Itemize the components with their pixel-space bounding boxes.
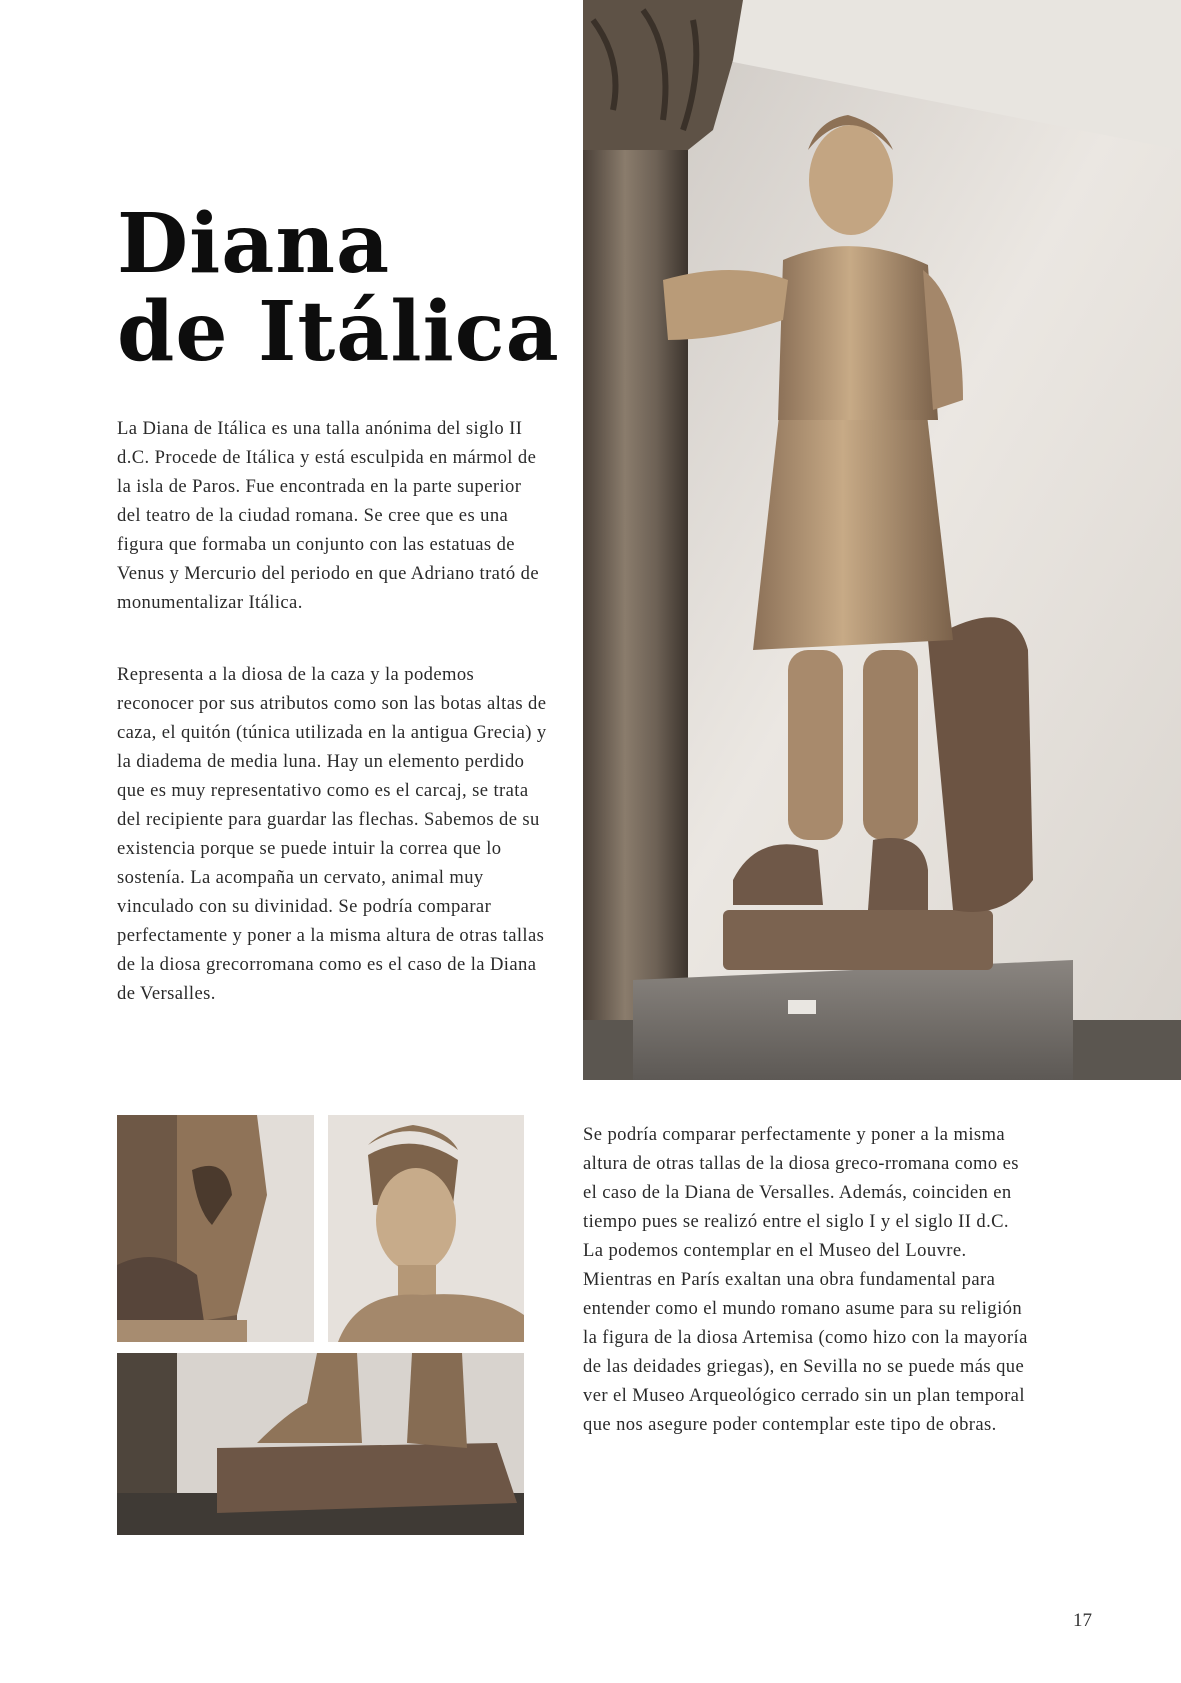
page-number: 17	[1073, 1610, 1092, 1631]
title-line-1: Diana	[117, 196, 391, 292]
intro-paragraph: La Diana de Itálica es una talla anónima del siglo II d.C. Procede de Itálica y está esculpida en mármol de la isla de Paros. Fue encontrada en la parte superior del teatro de la ciudad romana. Se cree que es una figura que formaba un conjunto con las estatuas de Venus y Mercurio del periodo en que Adriano trató de monumentalizar Itálica.	[117, 418, 539, 613]
deer-detail-photo	[117, 1115, 314, 1342]
head-detail-photo	[328, 1115, 524, 1342]
feet-detail-photo	[117, 1353, 524, 1535]
title-line-2: de Itálica	[117, 284, 560, 380]
comparison-paragraph: Se podría comparar perfectamente y poner a la misma altura de otras tallas de la diosa greco-rromana como es el caso de la Diana de Versalles. Además, coinciden en tiempo pues se realizó entre el siglo I y el siglo II d.C. La podemos contemplar en el Museo del Louvre. Mientras en París exaltan una obra fundamental para entender como el mundo romano asume para su religión la figura de la diosa Artemisa (como hizo con la mayoría de las deidades griegas), en Sevilla no se puede más que ver el Museo Arqueológico cerrado sin un plan temporal que nos asegure poder contemplar este tipo de obras.	[583, 1124, 1028, 1435]
attributes-paragraph: Representa a la diosa de la caza y la podemos reconocer por sus atributos como son las botas altas de caza, el quitón (túnica utilizada en la antigua Grecia) y la diadema de media luna. Hay un elemento perdido que es muy representativo como es el carcaj, se trata del recipiente para guardar las flechas. Sabemos de su existencia porque se puede intuir la correa que lo sostenía. La acompaña un cervato, animal muy vinculado con su divinidad. Se podría comparar perfectamente y poner a la misma altura de otras tallas de la diosa grecorromana como es el caso de la Diana de Versalles.	[117, 664, 547, 1004]
page-title	[117, 196, 560, 380]
diana-statue-photo	[583, 0, 1181, 1080]
